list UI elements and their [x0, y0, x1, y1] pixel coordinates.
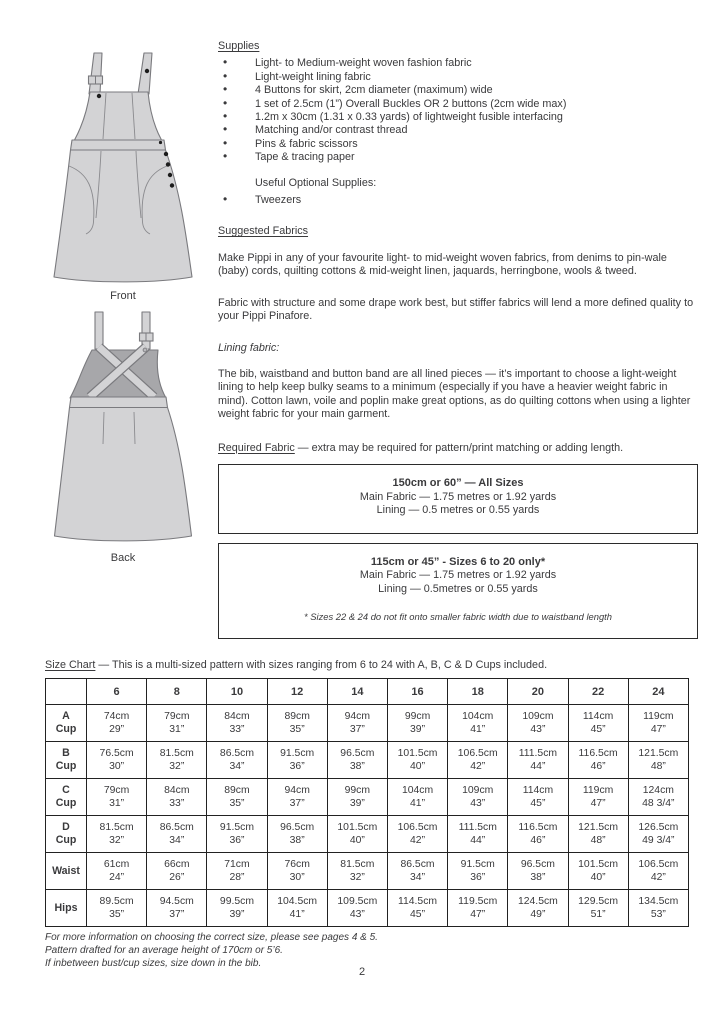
row-label: Hips	[46, 890, 87, 927]
table-row	[46, 742, 689, 779]
fabric-box-title: 115cm or 45” - Sizes 6 to 20 only*	[370, 555, 546, 568]
measurement-cell: 119cm 47”	[628, 705, 688, 742]
measurement-cell: 89cm 35”	[207, 779, 267, 816]
back-left-strap-stub	[95, 312, 103, 349]
list-item: • Tape & tracing paper	[218, 151, 698, 164]
measurement-cell: 96.5cm 38”	[508, 853, 568, 890]
measurement-cell: 99.5cm 39”	[207, 890, 267, 927]
back-illustration	[42, 308, 204, 564]
front-left-strap	[89, 53, 102, 94]
measurement-cell: 66cm 26”	[147, 853, 207, 890]
required-fabric-line	[218, 442, 698, 455]
list-item: • Tweezers	[218, 194, 698, 207]
list-item: • 4 Buttons for skirt, 2cm diameter (maximum) wide	[218, 84, 698, 97]
table-row	[46, 705, 689, 742]
size-column-header: 14	[327, 679, 387, 705]
measurement-cell: 94.5cm 37”	[147, 890, 207, 927]
suggested-fabrics-heading: Suggested Fabrics	[218, 225, 309, 238]
footer-note: If inbetween bust/cup sizes, size down in the bib.	[45, 958, 262, 970]
fabric-box-line: Lining — 0.5 metres or 0.55 yards	[376, 504, 540, 517]
list-item: • Light- to Medium-weight woven fashion fabric	[218, 57, 698, 70]
measurement-cell: 81.5cm 32”	[87, 816, 147, 853]
measurement-cell: 111.5cm 44”	[448, 816, 508, 853]
measurement-cell: 114cm 45”	[508, 779, 568, 816]
measurement-cell: 79cm 31”	[147, 705, 207, 742]
measurement-cell: 134.5cm 53”	[628, 890, 688, 927]
page-number: 2	[358, 966, 366, 978]
measurement-cell: 84cm 33”	[207, 705, 267, 742]
table-row	[46, 779, 689, 816]
size-column-header: 18	[448, 679, 508, 705]
size-column-header: 16	[387, 679, 447, 705]
measurement-cell: 99cm 39”	[327, 779, 387, 816]
suggested-fabrics-para1: Make Pippi in any of your favourite light- to mid-weight woven fabrics, from denims to pin-wale (baby) cords, quilting cottons & mid-weight linen, jaquards, herringbone, wools & tweed.	[218, 251, 667, 278]
measurement-cell: 86.5cm 34”	[207, 742, 267, 779]
measurement-cell: 106.5cm 42”	[628, 853, 688, 890]
measurement-cell: 101.5cm 40”	[327, 816, 387, 853]
measurement-cell: 101.5cm 40”	[568, 853, 628, 890]
measurement-cell: 96.5cm 38”	[327, 742, 387, 779]
back-skirt	[55, 408, 192, 541]
front-buckle-icon	[89, 76, 103, 84]
lining-heading: Lining fabric:	[218, 341, 280, 354]
row-label: A Cup	[46, 705, 87, 742]
measurement-cell: 119.5cm 47”	[448, 890, 508, 927]
measurement-cell: 106.5cm 42”	[448, 742, 508, 779]
measurement-cell: 116.5cm 46”	[568, 742, 628, 779]
measurement-cell: 104cm 41”	[448, 705, 508, 742]
measurement-cell: 104.5cm 41”	[267, 890, 327, 927]
measurement-cell: 114.5cm 45”	[387, 890, 447, 927]
footer-note: Pattern drafted for an average height of 170cm or 5’6.	[45, 945, 283, 957]
size-chart-table	[45, 678, 689, 927]
size-column-header: 22	[568, 679, 628, 705]
required-fabric-heading: Required Fabric	[218, 441, 295, 454]
measurement-cell: 109cm 43”	[448, 779, 508, 816]
back-right-strap-stub	[142, 312, 150, 349]
optional-supplies-list	[218, 194, 698, 207]
row-label: Waist	[46, 853, 87, 890]
measurement-cell: 104cm 41”	[387, 779, 447, 816]
measurement-cell: 61cm 24”	[87, 853, 147, 890]
table-row	[46, 816, 689, 853]
size-column-header: 12	[267, 679, 327, 705]
measurement-cell: 109cm 43”	[508, 705, 568, 742]
pinafore-front-drawing-icon	[42, 50, 204, 286]
measurement-cell: 91.5cm 36”	[267, 742, 327, 779]
measurement-cell: 94cm 37”	[327, 705, 387, 742]
size-chart-suffix: — This is a multi-sized pattern with sizes ranging from 6 to 24 with A, B, C & D Cups included.	[95, 659, 548, 671]
measurement-cell: 124cm 48 3/4”	[628, 779, 688, 816]
measurement-cell: 74cm 29”	[87, 705, 147, 742]
measurement-cell: 89.5cm 35”	[87, 890, 147, 927]
supplies-list	[218, 57, 698, 164]
table-row	[46, 890, 689, 927]
table-row	[46, 853, 689, 890]
measurement-cell: 121.5cm 48”	[568, 816, 628, 853]
content-column	[218, 40, 698, 639]
list-item: • Light-weight lining fabric	[218, 71, 698, 84]
measurement-cell: 109.5cm 43”	[327, 890, 387, 927]
measurement-cell: 101.5cm 40”	[387, 742, 447, 779]
front-right-strap	[138, 53, 152, 94]
measurement-cell: 91.5cm 36”	[448, 853, 508, 890]
measurement-cell: 119cm 47”	[568, 779, 628, 816]
measurement-cell: 94cm 37”	[267, 779, 327, 816]
size-column-header: 6	[87, 679, 147, 705]
front-skirt	[54, 150, 192, 282]
measurement-cell: 86.5cm 34”	[387, 853, 447, 890]
list-item: • Matching and/or contrast thread	[218, 124, 698, 137]
optional-supplies-heading: Useful Optional Supplies:	[255, 176, 377, 189]
measurement-cell: 121.5cm 48”	[628, 742, 688, 779]
measurement-cell: 114cm 45”	[568, 705, 628, 742]
table-header-row	[46, 679, 689, 705]
measurement-cell: 111.5cm 44”	[508, 742, 568, 779]
front-waistband	[71, 140, 166, 150]
measurement-cell: 96.5cm 38”	[267, 816, 327, 853]
footer-notes	[45, 931, 689, 971]
pinafore-back-drawing-icon	[42, 308, 204, 548]
fabric-box-line: Main Fabric — 1.75 metres or 1.92 yards	[359, 569, 557, 582]
measurement-cell: 81.5cm 32”	[327, 853, 387, 890]
measurement-cell: 99cm 39”	[387, 705, 447, 742]
row-label: B Cup	[46, 742, 87, 779]
supplies-heading: Supplies	[218, 40, 260, 52]
size-column-header: 20	[508, 679, 568, 705]
footer-note: For more information on choosing the correct size, please see pages 4 & 5.	[45, 932, 378, 943]
required-fabric-suffix: — extra may be required for pattern/print matching or adding length.	[294, 441, 624, 454]
measurement-cell: 116.5cm 46”	[508, 816, 568, 853]
corner-cell	[46, 679, 87, 705]
list-item: • Pins & fabric scissors	[218, 138, 698, 151]
fabric-box-note: * Sizes 22 & 24 do not fit onto smaller fabric width due to waistband length	[304, 610, 612, 622]
measurement-cell: 124.5cm 49”	[508, 890, 568, 927]
measurement-cell: 84cm 33”	[147, 779, 207, 816]
measurement-cell: 81.5cm 32”	[147, 742, 207, 779]
front-label: Front	[110, 290, 136, 302]
size-column-header: 8	[147, 679, 207, 705]
size-chart-heading-line	[45, 659, 689, 671]
measurement-cell: 86.5cm 34”	[147, 816, 207, 853]
measurement-cell: 106.5cm 42”	[387, 816, 447, 853]
fabric-box-115cm	[218, 543, 698, 639]
measurement-cell: 91.5cm 36”	[207, 816, 267, 853]
lining-para: The bib, waistband and button band are all lined pieces — it’s important to choose a light-weight lining to help keep bulky seams to a minimum (especially if you have a heavier weight fabric in mind). Cotton lawn, voile and poplin make great options, as do quilting cottons when using a lighter weight fabric for your main garment.	[218, 367, 691, 421]
measurement-cell: 129.5cm 51”	[568, 890, 628, 927]
size-chart-section	[45, 659, 689, 971]
back-waistband	[70, 397, 168, 408]
size-column-header: 24	[628, 679, 688, 705]
measurement-cell: 79cm 31”	[87, 779, 147, 816]
fabric-box-title: 150cm or 60” — All Sizes	[392, 476, 524, 489]
measurement-cell: 76.5cm 30”	[87, 742, 147, 779]
back-label: Back	[110, 552, 136, 564]
row-label: C Cup	[46, 779, 87, 816]
front-illustration	[42, 50, 204, 302]
list-item: • 1 set of 2.5cm (1”) Overall Buckles OR 2 buttons (2cm wide max)	[218, 98, 698, 111]
fabric-box-150cm	[218, 464, 698, 534]
size-chart-heading: Size Chart	[45, 659, 96, 671]
row-label: D Cup	[46, 816, 87, 853]
measurement-cell: 71cm 28”	[207, 853, 267, 890]
fabric-box-line: Lining — 0.5metres or 0.55 yards	[378, 582, 538, 595]
front-bib	[74, 92, 162, 141]
list-item: • 1.2m x 30cm (1.31 x 0.33 yards) of lightweight fusible interfacing	[218, 111, 698, 124]
measurement-cell: 76cm 30”	[267, 853, 327, 890]
suggested-fabrics-para2: Fabric with structure and some drape work best, but stiffer fabrics will lend a more defined quality to your Pippi Pinafore.	[218, 296, 694, 323]
size-column-header: 10	[207, 679, 267, 705]
measurement-cell: 89cm 35”	[267, 705, 327, 742]
measurement-cell: 126.5cm 49 3/4”	[628, 816, 688, 853]
fabric-box-line: Main Fabric — 1.75 metres or 1.92 yards	[359, 490, 557, 503]
